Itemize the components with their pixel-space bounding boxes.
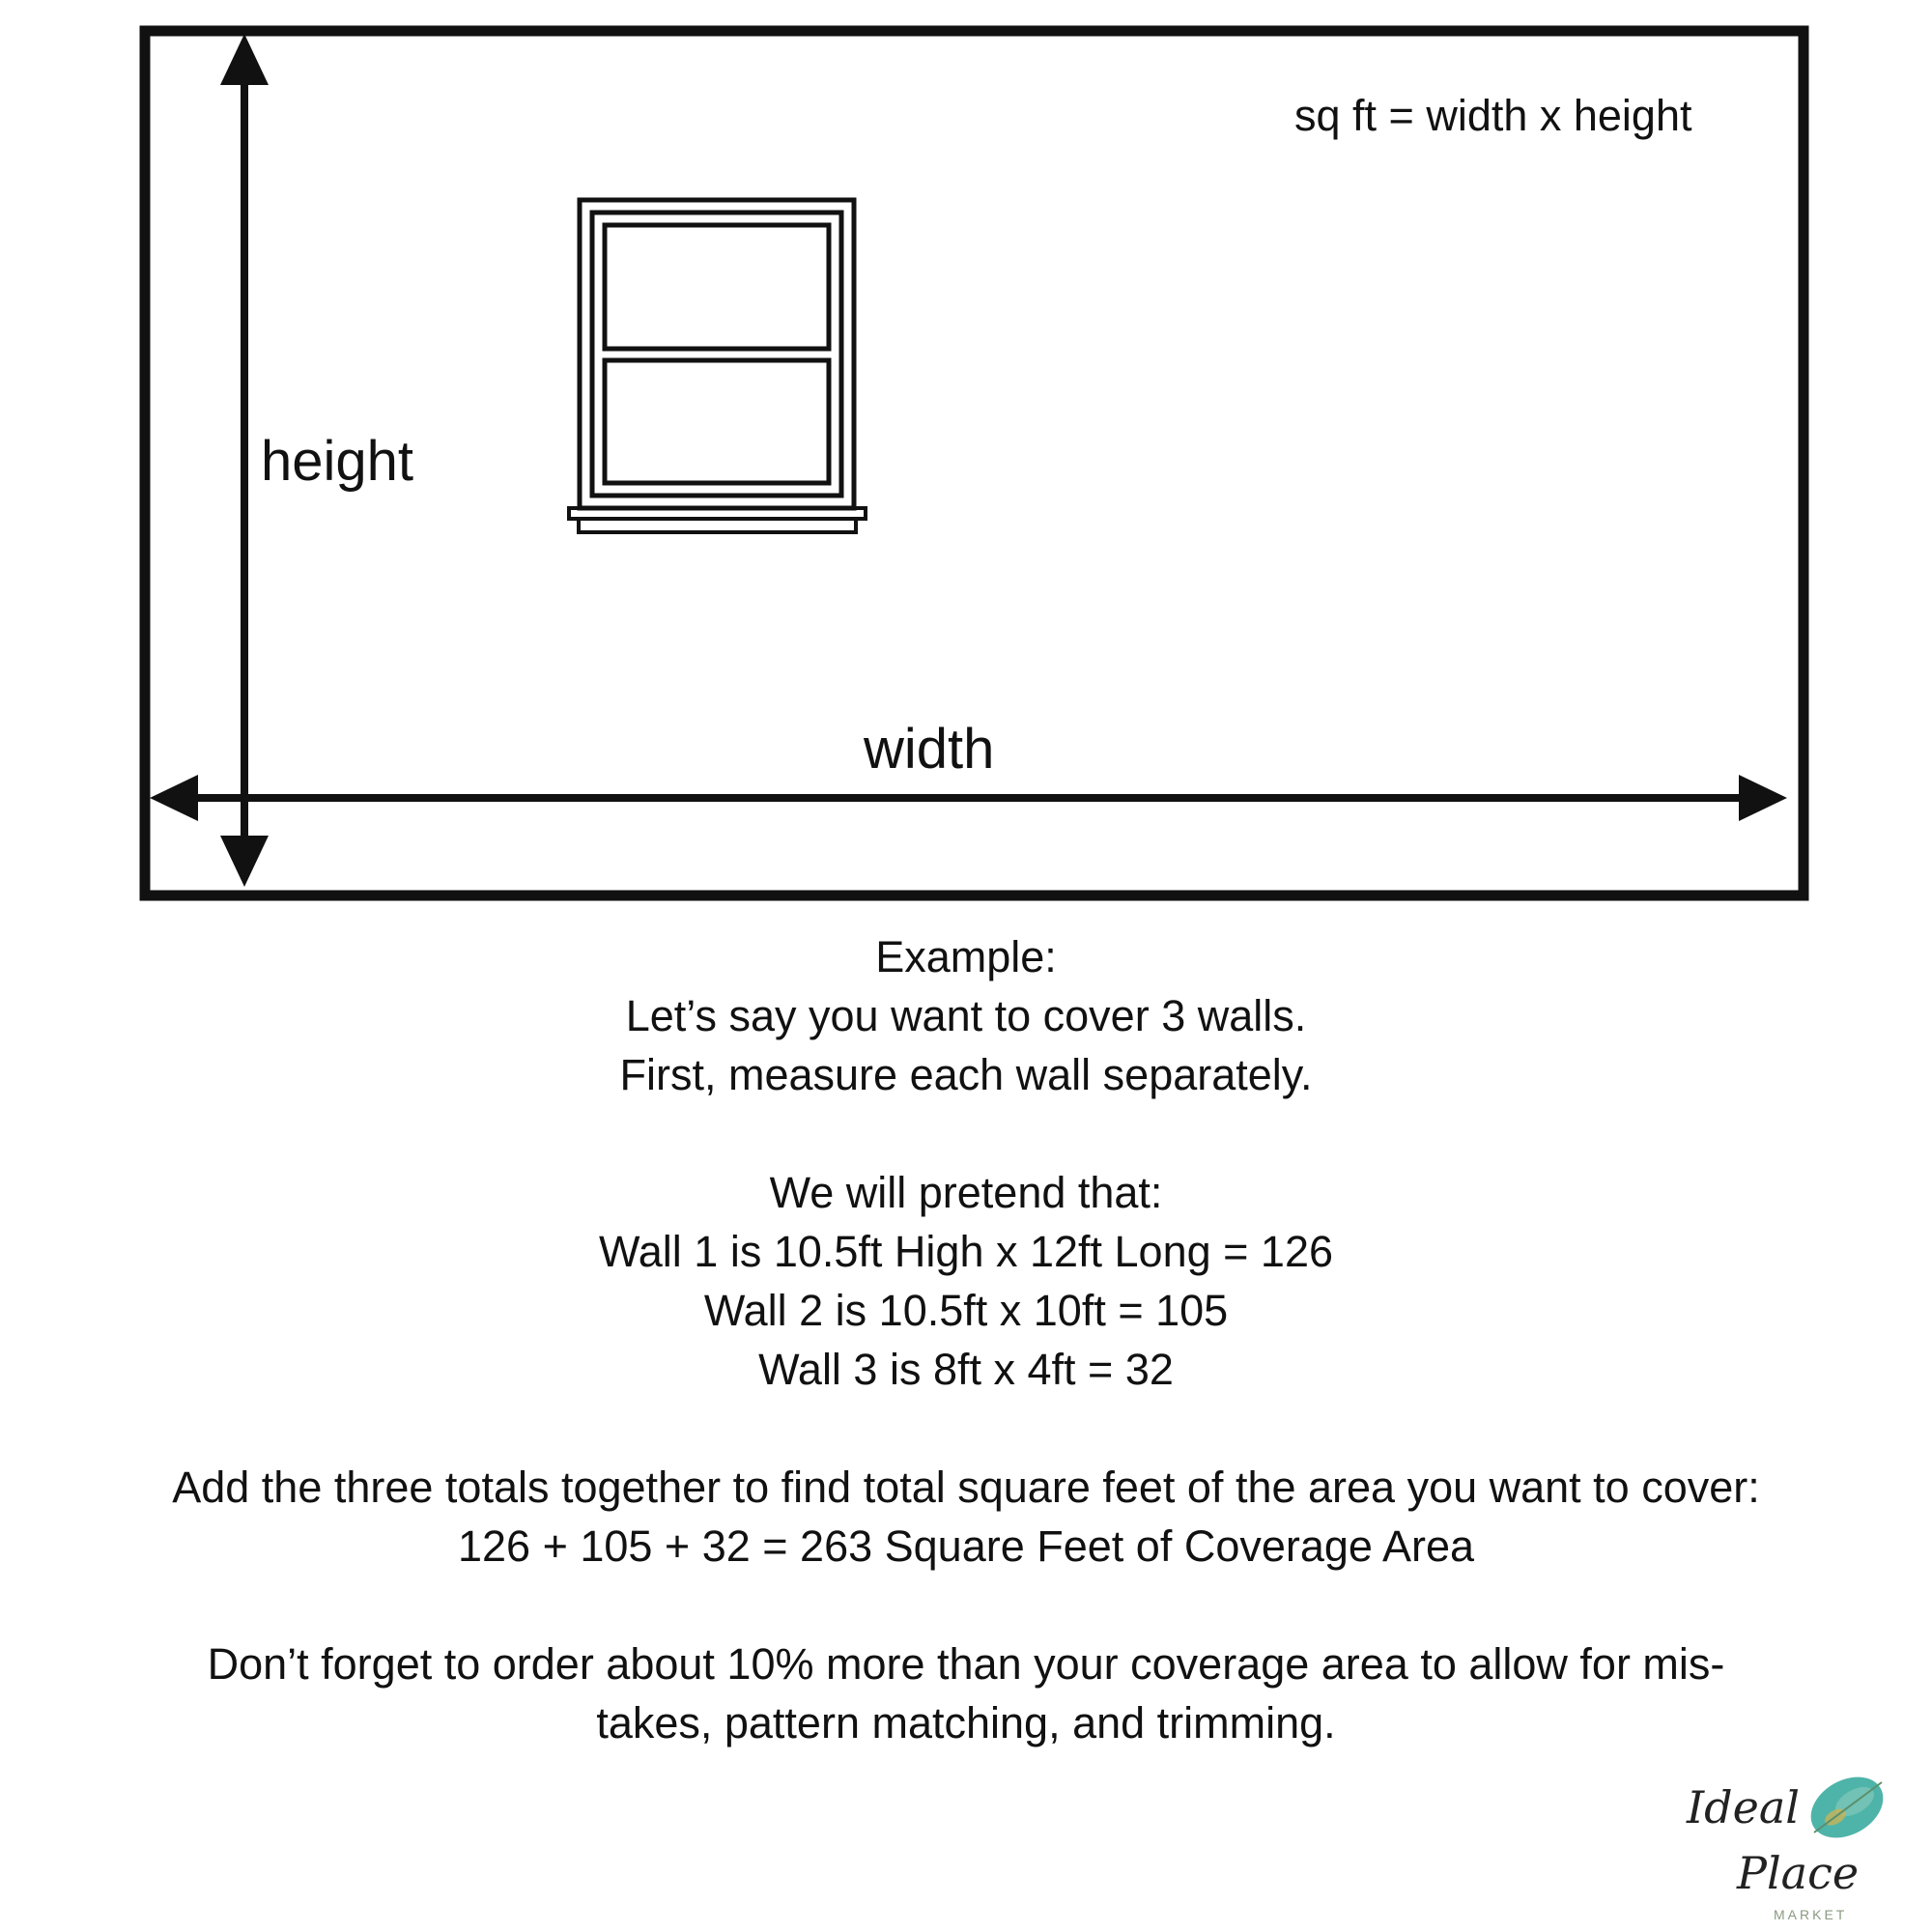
wall-line: Wall 1 is 10.5ft High x 12ft Long = 126	[598, 1227, 1334, 1276]
wall-line: Wall 2 is 10.5ft x 10ft = 105	[703, 1286, 1229, 1335]
leaf-icon	[1800, 1765, 1893, 1850]
logo-word-place: Place	[1737, 1847, 1860, 1899]
height-label: height	[261, 430, 414, 493]
formula-label: sq ft = width x height	[1294, 91, 1692, 140]
example-explanation	[0, 927, 1932, 1752]
wall-line: Wall 3 is 8ft x 4ft = 32	[758, 1345, 1174, 1394]
width-label: width	[864, 718, 995, 781]
width-arrow	[150, 775, 1787, 821]
window-icon	[569, 200, 866, 532]
ideal-place-market-logo	[1681, 1753, 1922, 1932]
intro-line: First, measure each wall separately.	[619, 1050, 1313, 1099]
tip-line: takes, pattern matching, and trimming.	[596, 1698, 1336, 1747]
spacer	[0, 1576, 1932, 1634]
example-heading: Example:	[875, 932, 1057, 981]
intro-line: Let’s say you want to cover 3 walls.	[625, 991, 1307, 1040]
add-instruction: Add the three totals together to find total square feet of the area you want to cover:	[172, 1463, 1760, 1512]
logo-word-ideal: Ideal	[1687, 1781, 1800, 1833]
spacer	[0, 1399, 1932, 1458]
wall-measurement-diagram	[0, 0, 1932, 918]
spacer	[0, 1104, 1932, 1163]
pretend-heading: We will pretend that:	[769, 1168, 1163, 1217]
tip-line: Don’t forget to order about 10% more than your coverage area to allow for mis-	[207, 1639, 1725, 1689]
logo-word-market: MARKET	[1774, 1907, 1848, 1922]
sum-line: 126 + 105 + 32 = 263 Square Feet of Coverage Area	[457, 1521, 1475, 1571]
